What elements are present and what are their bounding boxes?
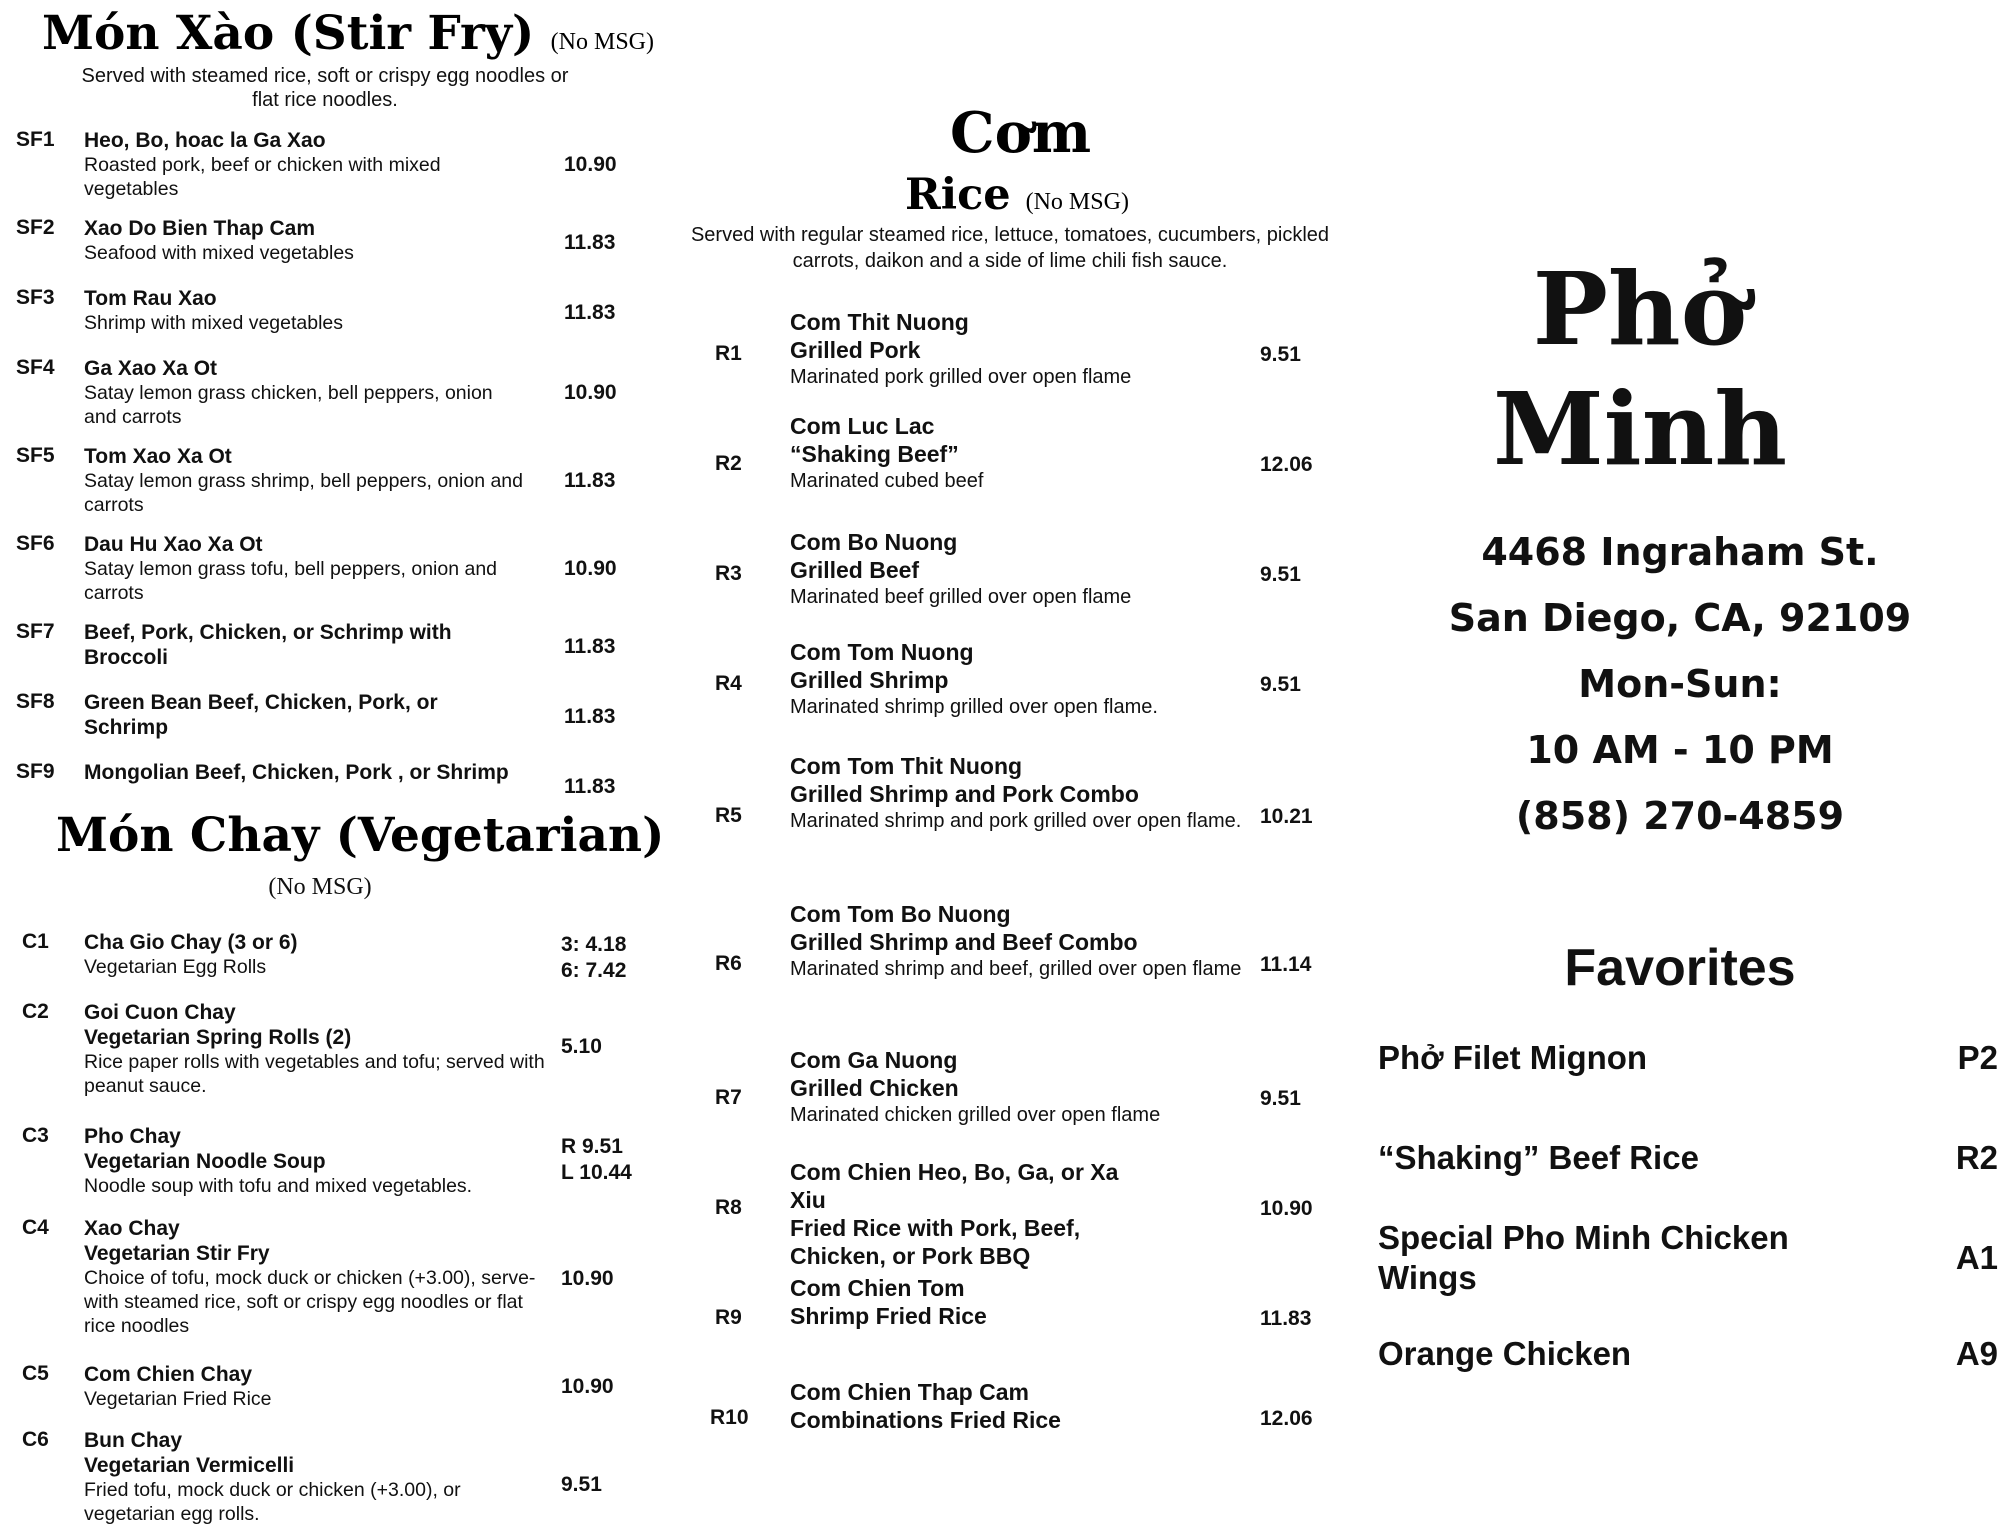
vegetarian-heading (56, 808, 664, 863)
item-name-en: Vegetarian Vermicelli (84, 1454, 295, 1477)
stir-fry-description: Served with steamed rice, soft or crispy egg noodles or flat rice noodles. (81, 65, 569, 111)
item-code: R10 (710, 1406, 749, 1429)
favorite-name: Orange Chicken (1378, 1335, 1632, 1372)
item-code: SF1 (16, 128, 55, 151)
rice-no-msg: (No MSG) (1025, 189, 1129, 215)
favorites-title: Favorites (1564, 939, 1796, 997)
item-name-en: Shrimp Fried Rice (790, 1303, 987, 1329)
vegetarian-no-msg: (No MSG) (268, 874, 372, 900)
item-name: Pho Chay (84, 1125, 181, 1148)
item-code: C4 (22, 1216, 49, 1239)
item-code: SF8 (16, 690, 55, 713)
item-price: 11.83 (564, 775, 616, 798)
item-price: 11.83 (1260, 1307, 1312, 1330)
item-name: Cha Gio Chay (3 or 6) (84, 931, 298, 954)
item-name: Com Luc Lac (790, 413, 935, 439)
item-code: R7 (715, 1086, 742, 1109)
item-name-en: “Shaking Beef” (790, 441, 959, 467)
item-name: Heo, Bo, hoac la Ga Xao (84, 129, 326, 152)
favorite-code: P2 (1957, 1039, 1998, 1076)
item-name-en: Grilled Shrimp (790, 667, 949, 693)
restaurant-name-line1: Phở (1532, 250, 1748, 368)
item-name: Tom Xao Xa Ot (84, 445, 232, 468)
item-name: Mongolian Beef, Chicken, Pork , or Shrimp (84, 761, 509, 784)
item-price: 11.14 (1260, 953, 1312, 976)
item-price: 3: 4.18 (561, 933, 627, 956)
item-price: 10.90 (564, 557, 617, 580)
item-name: Ga Xao Xa Ot (84, 357, 218, 380)
item-code: C3 (22, 1124, 49, 1147)
item-description: Shrimp with mixed vegetables (84, 312, 344, 334)
item-code: C2 (22, 1000, 49, 1023)
item-name: Com Tom Nuong (790, 639, 974, 665)
item-name: Beef, Pork, Chicken, or Schrimp with Broccoli (84, 621, 452, 669)
item-name: Com Thit Nuong (790, 309, 969, 335)
item-name: Goi Cuon Chay (84, 1001, 236, 1024)
item-price: 10.90 (564, 381, 617, 404)
item-price-alt: L 10.44 (561, 1161, 632, 1184)
vegetarian-title: Món Chay (56, 808, 320, 863)
item-name-en: Vegetarian Spring Rolls (2) (84, 1026, 352, 1049)
item-price: 11.83 (564, 301, 616, 324)
item-name: Xao Chay (84, 1217, 180, 1240)
item-price: 10.90 (1260, 1197, 1313, 1220)
item-name: Xao Do Bien Thap Cam (84, 217, 316, 240)
item-price: 9.51 (1260, 1087, 1301, 1110)
item-description: Rice paper rolls with vegetables and tofu; served with peanut sauce. (84, 1051, 545, 1097)
item-name-en: Fried Rice with Pork, Beef, Chicken, or Pork BBQ (790, 1215, 1081, 1269)
item-name-en: Combinations Fried Rice (790, 1407, 1061, 1433)
item-description: Vegetarian Fried Rice (84, 1388, 272, 1410)
item-code: R3 (715, 562, 742, 585)
item-name: Dau Hu Xao Xa Ot (84, 533, 263, 556)
item-description: Satay lemon grass tofu, bell peppers, onion and carrots (84, 558, 498, 604)
item-price: 9.51 (561, 1473, 602, 1496)
item-description: Satay lemon grass shrimp, bell peppers, onion and carrots (84, 470, 523, 516)
item-description: Marinated cubed beef (790, 470, 984, 492)
item-price: 5.10 (561, 1035, 602, 1058)
stir-fry-no-msg: (No MSG) (550, 29, 655, 55)
item-description: Marinated chicken grilled over open flame (790, 1104, 1161, 1126)
favorite-code: A1 (1955, 1239, 1998, 1276)
item-name-en: Grilled Shrimp and Pork Combo (790, 781, 1139, 807)
item-name: Com Tom Thit Nuong (790, 753, 1023, 779)
item-name: Com Tom Bo Nuong (790, 901, 1011, 927)
item-description: Marinated pork grilled over open flame (790, 366, 1132, 388)
item-description: Marinated shrimp and pork grilled over open flame. (790, 810, 1242, 832)
rice-heading (905, 170, 1129, 220)
item-name: Com Ga Nuong (790, 1047, 958, 1073)
item-price: 10.90 (564, 153, 617, 176)
item-name: Green Bean Beef, Chicken, Pork, or Schrimp (84, 691, 438, 739)
item-code: C6 (22, 1428, 49, 1451)
item-code: R1 (715, 342, 742, 365)
favorite-name: Phở Filet Mignon (1378, 1039, 1648, 1076)
item-code: SF6 (16, 532, 55, 555)
item-name-en: Grilled Shrimp and Beef Combo (790, 929, 1138, 955)
item-description: Marinated beef grilled over open flame (790, 586, 1132, 608)
item-price: 11.83 (564, 469, 616, 492)
item-code: R6 (715, 952, 742, 975)
hours-days: Mon-Sun: (1578, 662, 1782, 706)
item-description: Choice of tofu, mock duck or chicken (+3.00), serve-with steamed rice, soft or crispy egg noodles or flat rice noodles (84, 1267, 536, 1337)
favorite-name: Special Pho Minh Chicken Wings (1378, 1219, 1789, 1296)
phone-number: (858) 270-4859 (1515, 794, 1845, 838)
item-price: 12.06 (1260, 453, 1313, 476)
item-price: 9.51 (1260, 563, 1301, 586)
hours-time: 10 AM - 10 PM (1526, 728, 1834, 772)
item-price: 11.83 (564, 231, 616, 254)
item-description: Noodle soup with tofu and mixed vegetables. (84, 1175, 473, 1197)
item-code: R5 (715, 804, 742, 827)
item-code: SF3 (16, 286, 55, 309)
item-code: SF5 (16, 444, 55, 467)
restaurant-name-line2: Minh (1492, 370, 1788, 488)
item-code: SF4 (16, 356, 55, 379)
item-description: Seafood with mixed vegetables (84, 242, 354, 264)
item-code: SF7 (16, 620, 55, 643)
item-description: Fried tofu, mock duck or chicken (+3.00), or vegetarian egg rolls. (84, 1479, 461, 1525)
item-code: R8 (715, 1196, 742, 1219)
item-code: SF2 (16, 216, 55, 239)
item-name: Com Chien Tom (790, 1275, 965, 1301)
address-street: 4468 Ingraham St. (1481, 530, 1879, 574)
item-name: Com Chien Thap Cam (790, 1379, 1029, 1405)
item-code: C5 (22, 1362, 49, 1385)
rice-title-vietnamese: Cơm (950, 100, 1092, 166)
rice-description: Served with regular steamed rice, lettuce, tomatoes, cucumbers, pickled carrots, daikon and a side of lime chili fish sauce. (690, 224, 1330, 272)
item-price: 10.21 (1260, 805, 1313, 828)
item-name: Com Chien Heo, Bo, Ga, or Xa Xiu (790, 1159, 1119, 1213)
item-code: R9 (715, 1306, 742, 1329)
item-description: Marinated shrimp grilled over open flame. (790, 696, 1158, 718)
item-name-en: Grilled Beef (790, 557, 920, 583)
item-description: Vegetarian Egg Rolls (84, 956, 267, 978)
item-code: R4 (715, 672, 742, 695)
item-description: Roasted pork, beef or chicken with mixed vegetables (84, 154, 441, 200)
item-name: Bun Chay (84, 1429, 183, 1452)
item-description: Marinated shrimp and beef, grilled over open flame (790, 958, 1242, 980)
favorite-code: A9 (1955, 1335, 1998, 1372)
vegetarian-title-paren: (Vegetarian) (335, 808, 665, 863)
item-code: SF9 (16, 760, 55, 783)
item-price: 11.83 (564, 705, 616, 728)
item-price: 10.90 (561, 1267, 614, 1290)
item-price: 11.83 (564, 635, 616, 658)
item-price: 9.51 (1260, 673, 1301, 696)
address-city: San Diego, CA, 92109 (1448, 596, 1912, 640)
item-price: 9.51 (1260, 343, 1301, 366)
favorite-code: R2 (1955, 1139, 1998, 1176)
item-name-en: Vegetarian Noodle Soup (84, 1150, 326, 1173)
item-name: Tom Rau Xao (84, 287, 217, 310)
item-name-en: Grilled Chicken (790, 1075, 959, 1101)
item-price-alt: 6: 7.42 (561, 959, 627, 982)
stir-fry-title: Món Xào (42, 6, 275, 61)
item-name-en: Grilled Pork (790, 337, 921, 363)
item-code: R2 (715, 452, 742, 475)
item-price: 12.06 (1260, 1407, 1313, 1430)
item-name-en: Vegetarian Stir Fry (84, 1242, 270, 1265)
item-description: Satay lemon grass chicken, bell peppers, onion and carrots (84, 382, 493, 428)
rice-title: Rice (905, 170, 1011, 220)
stir-fry-title-paren: (Stir Fry) (290, 6, 535, 61)
stir-fry-heading (42, 6, 654, 61)
favorite-name: “Shaking” Beef Rice (1378, 1139, 1699, 1176)
item-name: Com Bo Nuong (790, 529, 958, 555)
item-price: 10.90 (561, 1375, 614, 1398)
item-code: C1 (22, 930, 49, 953)
item-name: Com Chien Chay (84, 1363, 253, 1386)
item-price: R 9.51 (561, 1135, 623, 1158)
